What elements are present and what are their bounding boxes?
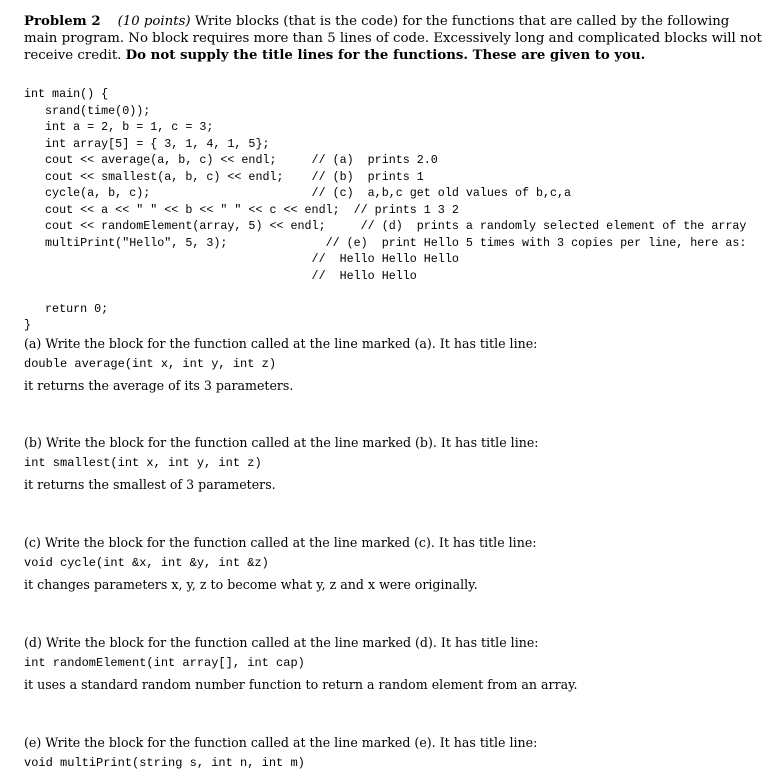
code-block xyxy=(24,86,746,334)
question-description: it returns the smallest of 3 parameters. xyxy=(24,477,276,492)
question-c xyxy=(24,532,537,595)
code-line: cout << smallest(a, b, c) << endl; // (b) prints 1 xyxy=(24,169,424,184)
code-line: int a = 2, b = 1, c = 3; xyxy=(24,120,214,134)
question-description: it changes parameters x, y, z to become what y, z and x were originally. xyxy=(24,577,478,592)
code-line: cout << a << " " << b << " " << c << endl; // prints 1 3 2 xyxy=(24,202,459,217)
code-line: cycle(a, b, c); // (c) a,b,c get old values of b,c,a xyxy=(24,186,572,200)
code-line: // Hello Hello Hello xyxy=(24,252,459,266)
question-prompt: (b) Write the block for the function called at the line marked (b). It has title line: xyxy=(24,435,539,450)
question-e xyxy=(24,732,537,774)
question-prompt: (d) Write the block for the function called at the line marked (d). It has title line: xyxy=(24,635,539,650)
question-a xyxy=(24,333,537,396)
problem-intro: Write blocks (that is the code) for the functions that are called by the following main program. No block requires more than 5 lines of code. Excessively long and complicated blocks will not receive credit. xyxy=(24,14,762,63)
code-line: cout << average(a, b, c) << endl; // (a) prints 2.0 xyxy=(24,153,438,167)
question-description: it returns the average of its 3 parameters. xyxy=(24,378,294,393)
code-line: } xyxy=(24,318,32,332)
question-signature: int smallest(int x, int y, int z) xyxy=(24,456,262,470)
question-signature: int randomElement(int array[], int cap) xyxy=(24,656,305,670)
question-prompt: (a) Write the block for the function called at the line marked (a). It has title line: xyxy=(24,336,538,351)
code-line: cout << randomElement(array, 5) << endl; // (d) prints a randomly selected element of the array xyxy=(24,219,747,233)
question-signature: double average(int x, int y, int z) xyxy=(24,357,277,371)
code-line: int main() { xyxy=(24,87,109,101)
question-prompt: (c) Write the block for the function called at the line marked (c). It has title line: xyxy=(24,535,537,550)
code-line: return 0; xyxy=(24,301,109,316)
problem-header xyxy=(24,13,764,64)
question-prompt: (e) Write the block for the function called at the line marked (e). It has title line: xyxy=(24,735,538,750)
question-b xyxy=(24,432,539,495)
question-description: it uses a standard random number function to return a random element from an array. xyxy=(24,677,578,692)
code-line: int array[5] = { 3, 1, 4, 1, 5}; xyxy=(24,136,270,151)
question-signature: void multiPrint(string s, int n, int m) xyxy=(24,756,305,770)
problem-title: Problem 2 xyxy=(24,14,101,29)
code-line: srand(time(0)); xyxy=(24,103,151,118)
code-line: // Hello Hello xyxy=(24,268,417,283)
question-signature: void cycle(int &x, int &y, int &z) xyxy=(24,556,269,570)
problem-points: (10 points) xyxy=(117,14,191,29)
problem-bold-note: Do not supply the title lines for the functions. These are given to you. xyxy=(125,48,646,63)
code-line: multiPrint("Hello", 5, 3); // (e) print Hello 5 times with 3 copies per line, here as: xyxy=(24,235,747,250)
question-d xyxy=(24,632,578,695)
